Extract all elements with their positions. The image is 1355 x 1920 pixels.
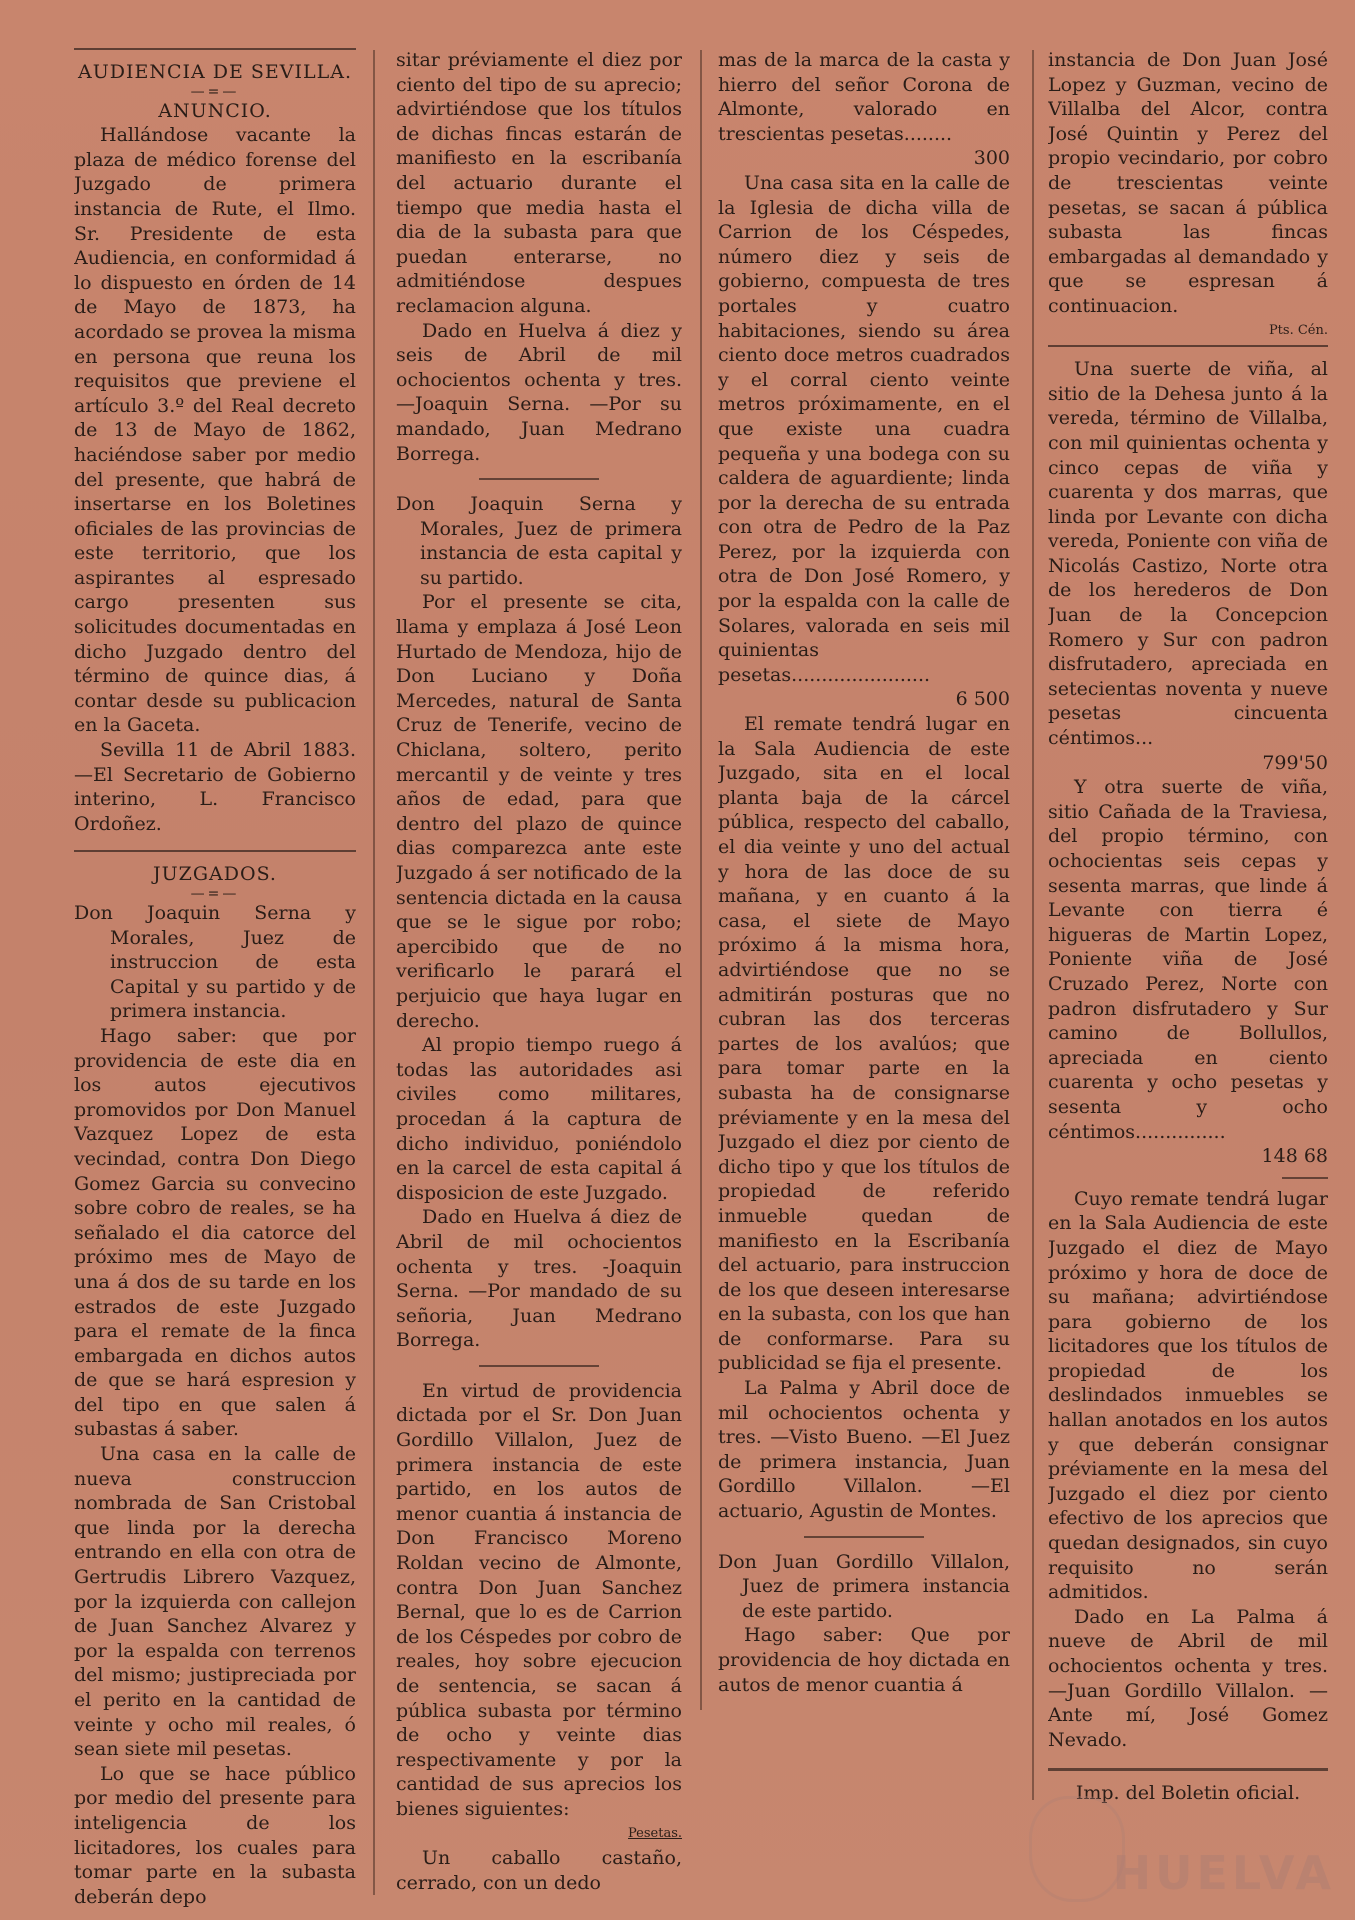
paragraph: Dado en Huelva á diez y seis de Abril de mil ochocientos ochenta y tres. —Joaquin Serna. —Por su mandado, Juan Medrano Borrega. — [396, 319, 682, 465]
paragraph: La Palma y Abril doce de mil ochocientos ochenta y tres. —Visto Bueno. —El Juez de primera instancia, Juan Gordillo Villalon. —El actuario, Agustin de Montes. — [718, 1377, 1010, 1523]
paragraph: Hago saber: que por providencia de este dia en los autos ejecutivos promovidos por Don Manuel Vazquez Lopez de esta vecindad, contra Don Diego Gomez Garcia su convecino sobre cobro de reales, se ha señalado el dia catorce del próximo mes de Mayo de una á dos de su tarde en los estrados de este Juzgado para el remate de la finca embargada en dichos autos de que se hará espresion y del tipo en que salen á subastas á saber. — [74, 1024, 356, 1441]
column-label-pesetas: Pesetas. — [628, 1825, 682, 1841]
paragraph: Sevilla 11 de Abril 1883. —El Secretario de Gobierno interino, L. Francisco Ordoñez. — [74, 739, 356, 835]
paragraph: instancia de Don Juan José Lopez y Guzman, vecino de Villalba del Alcor, contra José Quintin y Perez del propio vecindario, por cobro de trescientas veinte pesetas, se sacan á pública subasta las fincas embargadas al demandado y que se espresan á continuacion. — [1048, 49, 1328, 317]
column-divider — [1032, 50, 1034, 1800]
separator-rule — [804, 1536, 924, 1538]
ornament: —=— — [190, 886, 240, 902]
column-1 — [74, 48, 356, 1908]
paragraph: Don Joaquin Serna y Morales, Juez de primera instancia de esta capital y su partido. — [396, 493, 682, 589]
column-2 — [396, 48, 682, 1908]
section-title-juzgados: JUZGADOS. — [153, 863, 277, 886]
section-rule — [74, 850, 356, 852]
column-divider — [700, 50, 702, 1710]
amount-value: 148 68 — [1261, 1145, 1328, 1168]
column-label-pts-cen: Pts. Cén. — [1268, 322, 1328, 338]
paragraph: Hago saber: Que por providencia de hoy dictada en autos de menor cuantia á — [718, 1624, 1010, 1696]
section-rule — [74, 48, 356, 50]
paragraph: Un caballo castaño, cerrado, con un dedo — [396, 1847, 682, 1894]
amount-value: 300 — [973, 147, 1010, 170]
paragraph: Dado en La Palma á nueve de Abril de mil ochocientos ochenta y tres. —Juan Gordillo Villalon. —Ante mí, José Gomez Nevado. — [1048, 1605, 1328, 1751]
section-rule — [1048, 345, 1328, 347]
library-seal-icon — [1029, 1796, 1125, 1902]
paragraph: Al propio tiempo ruego á todas las autoridades asi civiles como militares, procedan á la captura de dicho individuo, poniéndolo en la carcel de esta capital á disposicion de este Juzgado. — [396, 1034, 682, 1204]
paragraph: Lo que se hace público por medio del presente para inteligencia de los licitadores, los cuales para tomar parte en la subasta deberán depo — [74, 1762, 356, 1908]
paragraph: mas de la marca de la casta y hierro del señor Corona de Almonte, valorado en trescientas pesetas........ — [718, 49, 1010, 145]
paragraph: Cuyo remate tendrá lugar en la Sala Audiencia de este Juzgado el diez de Mayo próximo y hora de doce de su mañana; advirtiéndose para gobierno de los licitadores que los títulos de propiedad de los deslindados inmuebles se hallan anotados en los autos y que deberán consignar préviamente en la mesa del Juzgado el diez por ciento efectivo de los aprecios que quedan designados, sin cuyo requisito no serán admitidos. — [1048, 1187, 1328, 1604]
watermark: HUELVA — [1112, 1846, 1335, 1900]
paragraph: Don Juan Gordillo Villalon, Juez de primera instancia de este partido. — [718, 1550, 1010, 1622]
section-rule — [1048, 1768, 1328, 1771]
paragraph: Dado en Huelva á diez de Abril de mil ochocientos ochenta y tres. -Joaquin Serna. —Por mandado de su señoria, Juan Medrano Borrega. — [396, 1206, 682, 1352]
paragraph: Hallándose vacante la plaza de médico forense del Juzgado de primera instancia de Rute, el Ilmo. Sr. Presidente de esta Audiencia, en conformidad á lo dispuesto en órden de 14 de Mayo de 1873, ha acordado se provea la misma en persona que reuna los requisitos que previene el artículo 3.º del Real decreto de 13 de Mayo de 1862, haciéndose saber por medio del presente, que habrá de insertarse en los Boletines oficiales de las provincias de este territorio, que los aspirantes al espresado cargo presenten sus solicitudes documentadas en dicho Juzgado dentro del término de quince dias, á contar desde su publicacion en la Gaceta. — [74, 124, 356, 737]
column-3 — [718, 48, 1010, 1908]
printer-footer: Imp. del Boletin oficial. — [1075, 1782, 1301, 1805]
paragraph: Don Joaquin Serna y Morales, Juez de instruccion de esta Capital y su partido y de primera instancia. — [74, 902, 356, 1023]
paragraph: En virtud de providencia dictada por el Sr. Don Juan Gordillo Villalon, Juez de primera instancia de este partido, en los autos de menor cuantia á instancia de Don Francisco Moreno Roldan vecino de Almonte, contra Don Juan Sanchez Bernal, que lo es de Carrion de los Céspedes por cobro de reales, hoy sobre ejecucion de sentencia, se sacan á pública subasta por término de ocho y veinte dias respectivamente y por la cantidad de sus aprecios los bienes siguientes: — [396, 1379, 682, 1820]
amount-value: 799'50 — [1262, 751, 1328, 774]
paragraph: sitar préviamente el diez por ciento del tipo de su aprecio; advirtiéndose que los títulos de dichas fincas estarán de manifiesto en la escribanía del actuario durante el tiempo que media hasta el dia de la subasta para que puedan enterarse, no admitiéndose despues reclamacion alguna. — [396, 49, 682, 317]
paragraph: Una casa en la calle de nueva construccion nombrada de San Cristobal que linda por la derecha entrando en ella con otra de Gertrudis Librero Vazquez, por la izquierda con callejon de Juan Sanchez Alvarez y por la espalda con terrenos del mismo; justipreciada por el perito en la cantidad de veinte y ocho mil reales, ó sean siete mil pesetas. — [74, 1443, 356, 1761]
paragraph: Y otra suerte de viña, sitio Cañada de la Traviesa, del propio término, con ochocientas seis cepas y sesenta marras, que linde á Levante con tierra é higueras de Martin Lopez, Poniente viña de José Cruzado Perez, Norte con padron disfrutadero y Sur camino de Bollullos, apreciada en ciento cuarenta y ocho pesetas y sesenta y ocho céntimos............... — [1048, 776, 1328, 1143]
paragraph: Por el presente se cita, llama y emplaza á José Leon Hurtado de Mendoza, hijo de Don Luciano y Doña Mercedes, natural de Santa Cruz de Tenerife, vecino de Chiclana, soltero, perito mercantil y de veinte y tres años de edad, para que dentro del plazo de quince dias comparezca ante este Juzgado á ser notificado de la sentencia dictada en la causa que se le sigue por robo; apercibido que de no verificarlo le parará el perjuicio que haya lugar en derecho. — [396, 591, 682, 1032]
ornament: —=— — [190, 83, 240, 100]
separator-rule — [1282, 1177, 1328, 1179]
paragraph: El remate tendrá lugar en la Sala Audiencia de este Juzgado, sita en el local planta baja de la cárcel pública, respecto del caballo, el dia veinte y uno del actual y hora de las doce de su mañana, y en cuanto á la casa, el siete de Mayo próximo á la misma hora, advirtiéndose que no se admitirán posturas que no cubran las dos terceras partes de los avalúos; que para tomar parte en la subasta ha de consignarse préviamente y en la mesa del Juzgado el diez por ciento de dicho tipo y que los títulos de propiedad de referido inmueble quedan de manifiesto en la Escribanía del actuario, para instruccion de los que deseen interesarse en la subasta, con los que han de conformarse. Para su publicidad se fija el presente. — [718, 713, 1010, 1375]
section-title-audiencia: AUDIENCIA DE SEVILLA. — [77, 61, 353, 83]
amount-value: 6 500 — [955, 688, 1010, 711]
column-4 — [1048, 48, 1328, 1908]
column-divider — [373, 50, 375, 1895]
paragraph: Una casa sita en la calle de la Iglesia de dicha villa de Carrion de los Céspedes, número diez y seis de gobierno, compuesta de tres portales y cuatro habitaciones, siendo su área ciento doce metros cuadrados y el corral ciento veinte metros próximamente, en el que existe una cuadra pequeña y una bodega con su caldera de aguardiente; linda por la derecha de su entrada con otra de Pedro de la Paz Perez, por la izquierda con otra de Don José Romero, y por la espalda con la calle de Solares, valorada en seis mil quinientas pesetas....................... — [718, 171, 1010, 686]
separator-rule — [479, 478, 599, 480]
paragraph: Una suerte de viña, al sitio de la Dehesa junto á la vereda, término de Villalba, con mil quinientas ochenta y cinco cepas de viña y cuarenta y dos marras, que linda por Levante con dicha vereda, Poniente con viña de Nicolás Castizo, Norte otra de los herederos de Don Juan de la Concepcion Romero y Sur con padron disfrutadero, apreciada en setecientas noventa y nueve pesetas cincuenta céntimos... — [1048, 358, 1328, 750]
section-subtitle-anuncio: ANUNCIO. — [158, 99, 272, 122]
separator-rule — [479, 1365, 599, 1367]
